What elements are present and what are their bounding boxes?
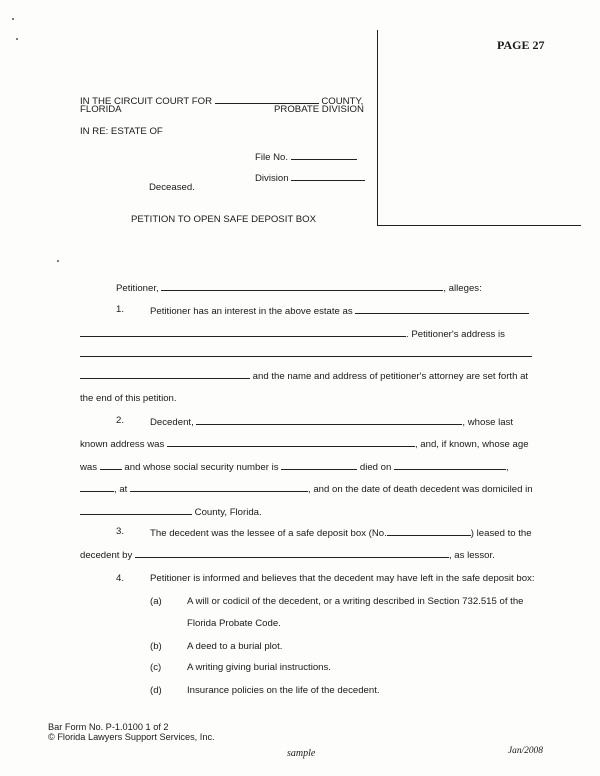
decedent-name-blank[interactable]	[196, 415, 462, 425]
para2-line-b: known address was , and, if known, whose age	[80, 439, 529, 450]
county-blank[interactable]	[215, 94, 319, 104]
interest-blank-continued[interactable]	[80, 327, 406, 337]
petition-title: PETITION TO OPEN SAFE DEPOSIT BOX	[131, 214, 316, 225]
para3-line-a: The decedent was the lessee of a safe deposit box (No. ) leased to the	[150, 528, 532, 539]
petitioner-line: Petitioner, , alleges:	[116, 283, 482, 294]
para2-number: 2.	[116, 415, 125, 426]
ssn-blank[interactable]	[281, 460, 357, 470]
para2-line-e: County, Florida.	[80, 505, 262, 518]
copyright: © Florida Lawyers Support Services, Inc.	[48, 732, 215, 742]
item-d-text: Insurance policies on the life of the decedent.	[187, 685, 380, 696]
form-number: Bar Form No. P-1.0100 1 of 2	[48, 722, 169, 732]
death-year-blank[interactable]	[80, 482, 114, 492]
sample-watermark: sample	[287, 748, 316, 759]
address-blank-end[interactable]	[80, 369, 250, 379]
file-no-line: File No.	[255, 150, 357, 163]
item-b-text: A deed to a burial plot.	[187, 641, 283, 652]
box-number-blank[interactable]	[387, 526, 471, 536]
petitioner-name-blank[interactable]	[161, 281, 443, 291]
para1-line-b: . Petitioner's address is	[80, 327, 505, 340]
in-re-estate-label: IN RE: ESTATE OF	[80, 126, 163, 137]
division-blank[interactable]	[291, 171, 365, 181]
item-a-label: (a)	[150, 596, 162, 607]
scan-speck	[57, 260, 59, 262]
revision-date: Jan/2008	[508, 746, 543, 756]
domicile-county-blank[interactable]	[80, 505, 192, 515]
item-a-text-cont: Florida Probate Code.	[187, 618, 281, 629]
para2-line-d: , at , and on the date of death decedent was domiciled in	[80, 482, 533, 495]
item-b-label: (b)	[150, 641, 162, 652]
deceased-label: Deceased.	[149, 182, 195, 193]
place-of-death-blank[interactable]	[130, 482, 308, 492]
scan-speck	[12, 18, 14, 20]
para2-line-a: Decedent, , whose last	[150, 417, 514, 428]
item-c-text: A writing giving burial instructions.	[187, 662, 331, 673]
item-d-label: (d)	[150, 685, 162, 696]
stamp-box-left-border	[377, 30, 378, 226]
florida-label: FLORIDA	[80, 104, 122, 115]
para2-line-c: was and whose social security number is died on ,	[80, 462, 509, 473]
para3-number: 3.	[116, 526, 125, 537]
item-a-text: A will or codicil of the decedent, or a writing described in Section 732.515 of the	[187, 596, 524, 607]
item-c-label: (c)	[150, 662, 162, 673]
page-label: PAGE 27	[497, 38, 545, 52]
address-blank-line[interactable]	[80, 346, 532, 357]
court-line: IN THE CIRCUIT COURT FOR COUNTY,	[80, 96, 364, 107]
scan-speck	[16, 38, 18, 40]
para1-line-a: Petitioner has an interest in the above estate as	[150, 304, 529, 317]
lessor-blank[interactable]	[135, 548, 449, 558]
stamp-box-bottom-border	[377, 225, 581, 226]
age-blank[interactable]	[100, 460, 122, 470]
file-no-blank[interactable]	[291, 150, 357, 160]
para3-line-b: decedent by , as lessor.	[80, 550, 495, 561]
para1-line-c: and the name and address of petitioner's attorney are set forth at	[80, 369, 528, 382]
para4-line-a: Petitioner is informed and believes that the decedent may have left in the safe deposit box:	[150, 573, 535, 584]
para4-number: 4.	[116, 573, 125, 584]
death-date-blank[interactable]	[394, 460, 506, 470]
para1-number: 1.	[116, 304, 125, 315]
last-address-blank[interactable]	[167, 437, 415, 447]
para1-line-d: the end of this petition.	[80, 393, 177, 404]
probate-division-label: PROBATE DIVISION	[274, 104, 364, 115]
division-line: Division	[255, 171, 365, 184]
interest-blank[interactable]	[355, 304, 529, 314]
